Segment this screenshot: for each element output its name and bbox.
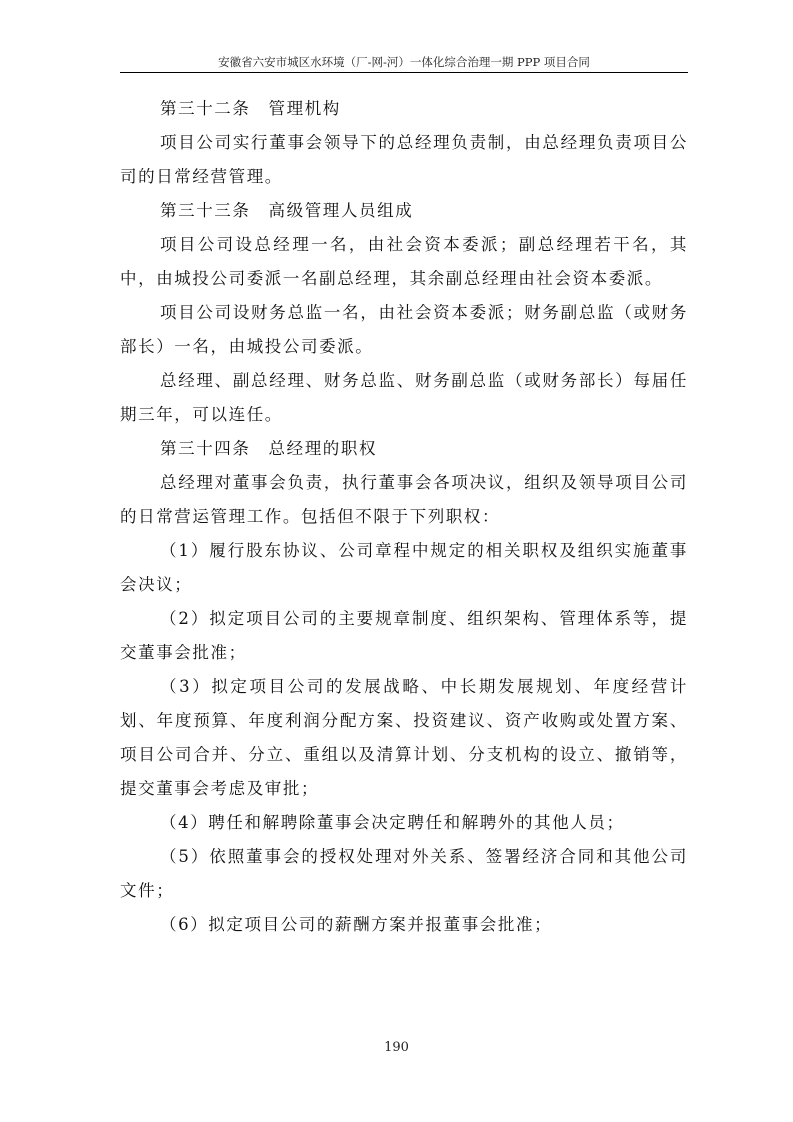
paragraph: 总经理对董事会负责，执行董事会各项决议，组织及领导项目公司的日常营运管理工作。包括但不限于下列职权：: [120, 473, 688, 526]
list-item: （4）聘任和解聘除董事会决定聘任和解聘外的其他人员；: [160, 813, 625, 832]
header-rule: [120, 72, 688, 73]
article-title: 管理机构: [268, 99, 341, 118]
list-item: （2）拟定项目公司的主要规章制度、组织架构、管理体系等，提交董事会批准；: [120, 609, 688, 662]
article-number: 第三十四条: [160, 439, 251, 458]
article-title: 总经理的职权: [268, 439, 378, 458]
paragraph: 项目公司实行董事会领导下的总经理负责制，由总经理负责项目公司的日常经营管理。: [120, 133, 688, 186]
article-number: 第三十三条: [160, 201, 251, 220]
article-heading-34: [120, 432, 688, 466]
page-header: 安徽省六安市城区水环境（厂-网-河）一体化综合治理一期 PPP 项目合同: [218, 55, 590, 69]
list-item: （5）依照董事会的授权处理对外关系、签署经济合同和其他公司文件；: [120, 847, 688, 900]
paragraph: 项目公司设财务总监一名，由社会资本委派；财务副总监（或财务部长）一名，由城投公司委派。: [120, 303, 688, 356]
article-heading-32: [120, 92, 688, 126]
article-number: 第三十二条: [160, 99, 251, 118]
document-body: [120, 92, 688, 942]
page-number: 190: [384, 1040, 409, 1055]
article-title: 高级管理人员组成: [268, 201, 414, 220]
list-item: （1）履行股东协议、公司章程中规定的相关职权及组织实施董事会决议；: [120, 541, 688, 594]
list-item: （3）拟定项目公司的发展战略、中长期发展规划、年度经营计划、年度预算、年度利润分配方案、投资建议、资产收购或处置方案、项目公司合并、分立、重组以及清算计划、分支机构的设立、撤销等，提交董事会考虑及审批；: [120, 677, 688, 798]
paragraph: 项目公司设总经理一名，由社会资本委派；副总经理若干名，其中，由城投公司委派一名副总经理，其余副总经理由社会资本委派。: [120, 235, 688, 288]
paragraph: 总经理、副总经理、财务总监、财务副总监（或财务部长）每届任期三年，可以连任。: [120, 371, 688, 424]
list-item: （6）拟定项目公司的薪酬方案并报董事会批准；: [160, 915, 553, 934]
article-heading-33: [120, 194, 688, 228]
